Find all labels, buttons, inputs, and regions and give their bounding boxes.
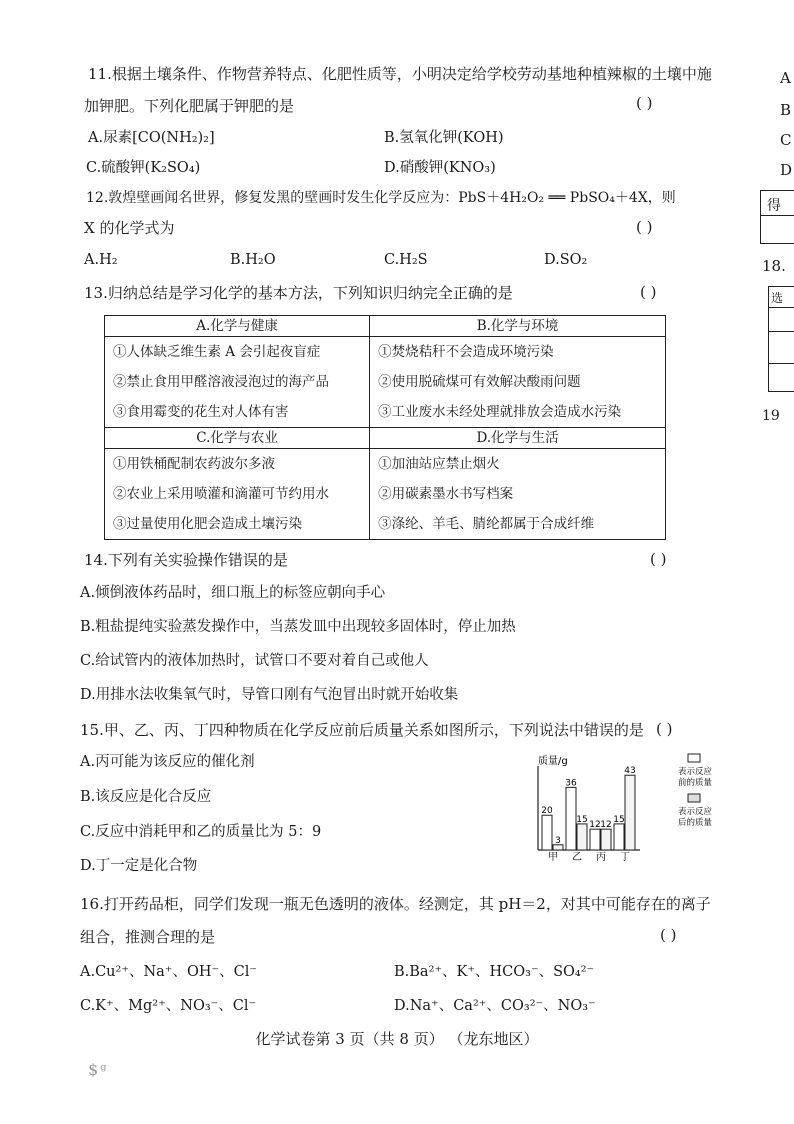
q13-answer-paren: ( ) (640, 283, 657, 301)
cell-c-items (105, 449, 370, 540)
edge-score-label: 得 (767, 198, 781, 214)
mass-bar-chart (528, 752, 728, 862)
chart-data-label: 3 (555, 835, 561, 846)
edge-letter-b: B (780, 101, 792, 119)
edge-score-divider (761, 215, 794, 216)
edge-letter-d: D (780, 161, 793, 179)
cell-a-items (105, 337, 370, 428)
edge-table-label: 选 (771, 291, 784, 305)
a-item: ②禁止食用甲醛溶液浸泡过的海产品 (113, 374, 329, 390)
chart-category-label: 乙 (572, 852, 582, 862)
q16-option-a: A.Cu²⁺、Na⁺、OH⁻、Cl⁻ (80, 964, 258, 980)
cell-b-items (370, 337, 666, 428)
chart-data-label: 12 (589, 820, 601, 831)
q11-stem-2: 加钾肥。下列化肥属于钾肥的是 (84, 97, 295, 115)
chart-category-label: 丙 (596, 852, 606, 862)
chart-data-label: 12 (600, 820, 612, 831)
q11-option-a: A.尿素[CO(NH₂)₂] (88, 130, 215, 146)
q14-stem: 14.下列有关实验操作错误的是 (84, 551, 288, 569)
cell-c-title: C.化学与农业 (105, 428, 370, 449)
chart-category-label: 丁 (620, 852, 630, 862)
chart-data-label: 43 (624, 766, 636, 777)
chart-bar (566, 787, 576, 850)
chart-bar (601, 829, 611, 850)
q15-option-c: C.反应中消耗甲和乙的质量比为 5：9 (80, 824, 322, 840)
edge-table-line (769, 331, 794, 332)
q14-answer-paren: ( ) (650, 550, 667, 568)
chart-legend-swatch (688, 754, 700, 762)
q11-option-d: D.硝酸钾(KNO₃) (384, 160, 496, 176)
q12-option-c: C.H₂S (384, 252, 428, 268)
cell-d-title: D.化学与生活 (370, 428, 666, 449)
chart-bar (577, 824, 587, 850)
edge-q19: 19 (762, 408, 780, 424)
chart-legend-label: 后的质量 (678, 818, 713, 828)
q14-option-c: C.给试管内的液体加热时，试管口不要对着自己或他人 (80, 653, 429, 669)
q11-answer-paren: ( ) (636, 94, 653, 112)
q16-option-c: C.K⁺、Mg²⁺、NO₃⁻、Cl⁻ (80, 998, 257, 1014)
q15-option-b: B.该反应是化合反应 (80, 789, 212, 805)
q11-stem-1: 11.根据土壤条件、作物营养特点、化肥性质等，小明决定给学校劳动基地种植辣椒的土壤中施 (88, 65, 712, 83)
chart-data-label: 20 (541, 806, 553, 817)
q16-stem-1: 16.打开药品柜，同学们发现一瓶无色透明的液体。经测定，其 pH＝2，对其中可能存在的离子 (80, 895, 711, 913)
b-item: ①焚烧秸秆不会造成环境污染 (378, 344, 554, 360)
q11-option-b: B.氢氧化钾(KOH) (384, 130, 504, 146)
q16-stem-2: 组合，推测合理的是 (80, 928, 216, 946)
cell-a-title: A.化学与健康 (105, 316, 370, 337)
b-item: ②使用脱硫煤可有效解决酸雨问题 (378, 374, 581, 390)
edge-table-line (769, 307, 794, 308)
chart-bar (625, 775, 635, 850)
knowledge-table (104, 315, 666, 540)
chart-bar (614, 824, 624, 850)
c-item: ③过量使用化肥会造成土壤污染 (113, 516, 302, 532)
edge-q18: 18. (762, 257, 786, 275)
chart-data-label: 15 (576, 814, 588, 825)
chart-legend-label: 表示反应 (678, 767, 713, 777)
edge-letter-a: A (780, 69, 791, 87)
cell-b-title: B.化学与环境 (370, 316, 666, 337)
faint-mark: $ᵍ (88, 1060, 109, 1079)
q11-option-c: C.硫酸钾(K₂SO₄) (86, 160, 201, 176)
d-item: ①加油站应禁止烟火 (378, 456, 500, 472)
page-footer: 化学试卷第 3 页（共 8 页） （龙东地区） (255, 1030, 539, 1048)
d-item: ③涤纶、羊毛、腈纶都属于合成纤维 (378, 516, 595, 532)
chart-legend-label: 前的质量 (678, 778, 713, 788)
chart-ylabel: 质量/g (538, 756, 568, 767)
c-item: ①用铁桶配制农药波尔多液 (113, 456, 275, 472)
q12-option-a: A.H₂ (84, 252, 118, 268)
q16-option-b: B.Ba²⁺、K⁺、HCO₃⁻、SO₄²⁻ (394, 964, 595, 980)
d-item: ②用碳素墨水书写档案 (378, 486, 514, 502)
q15-answer-paren: ( ) (656, 720, 673, 738)
cell-d-items (370, 449, 666, 540)
q12-option-d: D.SO₂ (544, 252, 588, 268)
chart-category-label: 甲 (548, 852, 558, 862)
chart-legend-swatch (688, 794, 700, 802)
q14-option-a: A.倾倒液体药品时，细口瓶上的标签应朝向手心 (80, 585, 386, 601)
c-item: ②农业上采用喷灌和滴灌可节约用水 (113, 486, 329, 502)
edge-table (768, 286, 794, 392)
edge-table-line (769, 363, 794, 364)
q14-option-b: B.粗盐提纯实验蒸发操作中，当蒸发皿中出现较多固体时，停止加热 (80, 619, 516, 635)
chart-bar (542, 815, 552, 850)
q12-answer-paren: ( ) (636, 218, 653, 236)
edge-score-box (760, 190, 794, 244)
q13-stem: 13.归纳总结是学习化学的基本方法，下列知识归纳完全正确的是 (84, 284, 513, 302)
chart-bar (590, 829, 600, 850)
q12-stem-1: 12.敦煌壁画闻名世界，修复发黑的壁画时发生化学反应为：PbS＋4H₂O₂ ══ PbSO₄＋4X，则 (86, 190, 676, 206)
chart-data-label: 36 (565, 778, 577, 789)
edge-letter-c: C (780, 131, 792, 149)
q16-option-d: D.Na⁺、Ca²⁺、CO₃²⁻、NO₃⁻ (394, 998, 596, 1014)
a-item: ③食用霉变的花生对人体有害 (113, 404, 289, 420)
q12-stem-2: X 的化学式为 (84, 219, 175, 237)
chart-legend-label: 表示反应 (678, 807, 713, 817)
q14-option-d: D.用排水法收集氧气时，导管口刚有气泡冒出时就开始收集 (80, 687, 459, 703)
q15-option-d: D.丁一定是化合物 (80, 858, 198, 874)
q15-stem: 15.甲、乙、丙、丁四种物质在化学反应前后质量关系如图所示，下列说法中错误的是 (80, 721, 644, 739)
b-item: ③工业废水未经处理就排放会造成水污染 (378, 404, 622, 420)
q12-option-b: B.H₂O (230, 252, 276, 268)
q16-answer-paren: ( ) (660, 926, 677, 944)
q15-option-a: A.丙可能为该反应的催化剂 (80, 754, 255, 770)
a-item: ①人体缺乏维生素 A 会引起夜盲症 (113, 344, 321, 360)
chart-data-label: 15 (613, 814, 625, 825)
